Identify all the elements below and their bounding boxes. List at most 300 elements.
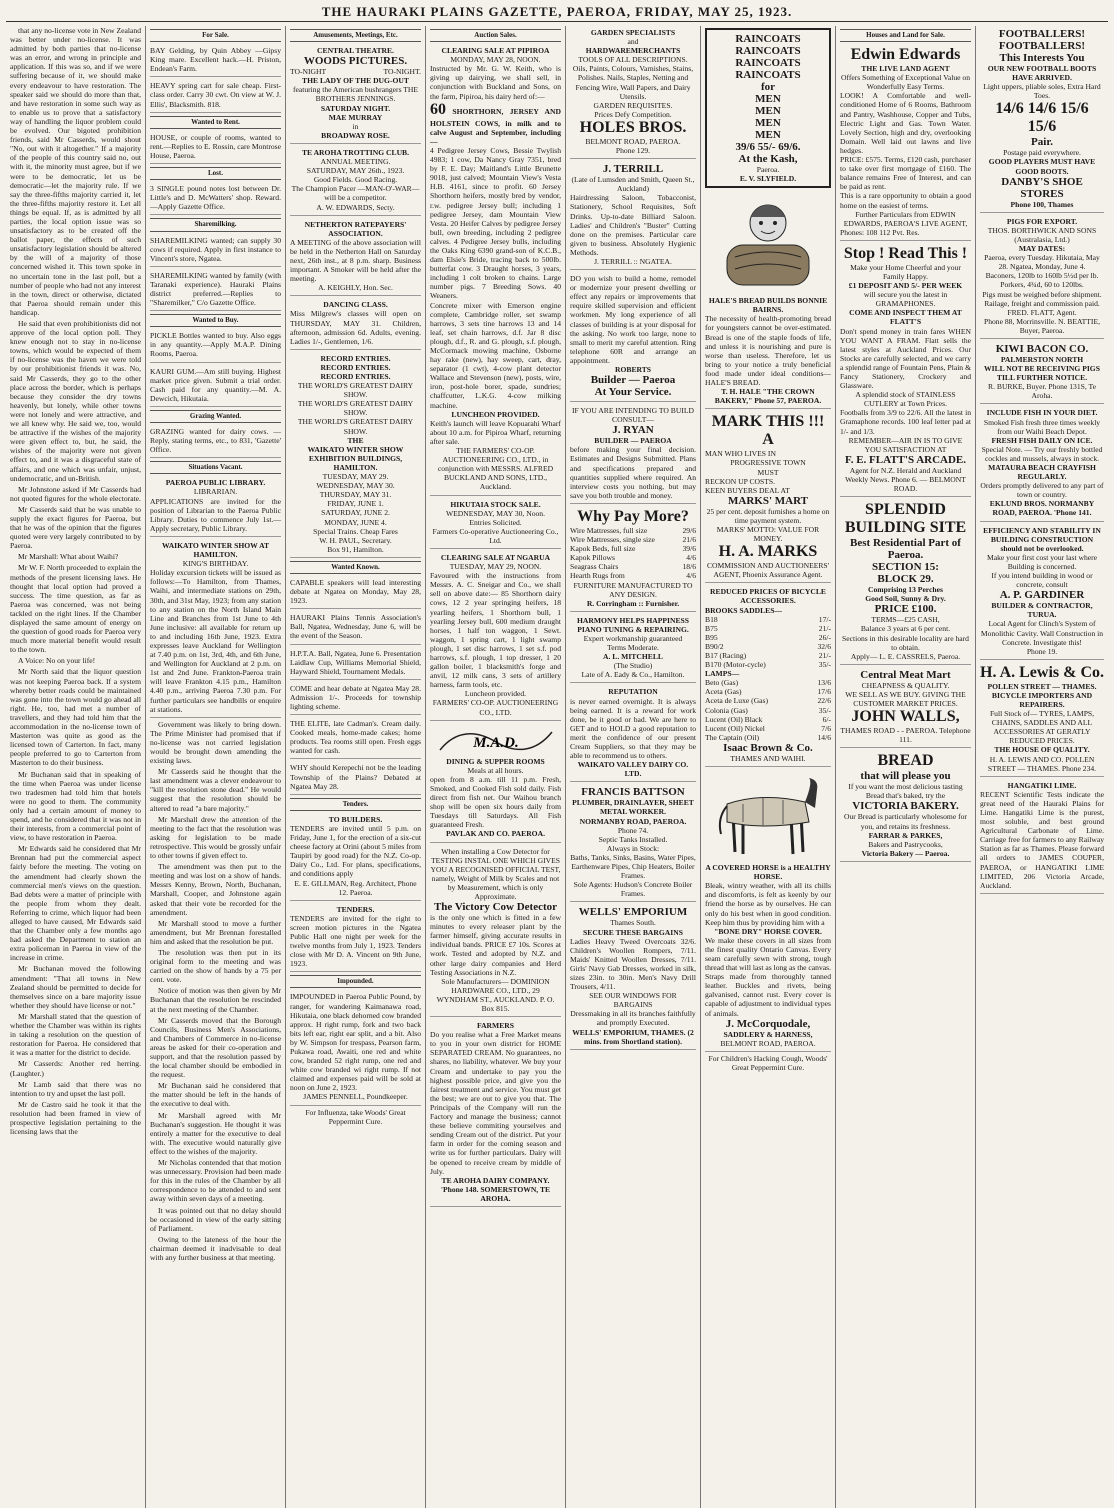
furniture-row-item: Hearth Rugs from [570,571,625,581]
battson-phone: Phone 74. [617,825,649,835]
letter-a: A [762,431,774,449]
section-heading-grazing: Grazing Wanted. [150,410,281,423]
in-word: in [352,121,359,131]
article-paragraph: Mr Casserds said that he was unable to supply the exact figures for Paeroa, but that he was of the opinion that the figures quoted were very largely contributed to by Paeroa. [10,504,141,551]
detector-intro: When installing a Cow Detector for TESTING INSTAL ONE WHICH GIVES YOU A RECOGNISED OFFICIAL TEST, namely, Weight of Milk by Scales and not by Measurement, which is only Approximate. [430,846,561,901]
ad-central-meat-mart [840,667,971,748]
dancing-title: DANCING CLASS. [323,300,388,310]
article-paragraph: Mr Nicholas contended that that motion was unnecessary. Provision had been made for this in the rules of the Chamber by all correspondence to be attended to and sent away within seven days of a meeting. [150,1158,281,1204]
article-paragraph: It was pointed out that no delay should be occasioned in view of the early sitting of Parliament. [150,1205,281,1233]
battson-name: FRANCIS BATTSON [581,786,685,799]
edwards-offers: Offers Something of Exceptional Value on Wonderfully Easy Terms. [841,73,970,92]
marks-deposit: 25 per cent. deposit furnishes a home on time payment system. [706,506,830,525]
ad-hikutaia-sale [430,498,561,549]
morrinsville: Phone 88, Morrinsville. N. BEATTIE, Buyer, Paeroa. [983,316,1100,335]
film-title-2: BROADWAY ROSE. [321,130,390,140]
terrill-body: Hairdressing Saloon, Tobacconist, Stationery, School Requisites, Soft Drinks. Up-to-date Billiard Saloon. Ladies' and Children's "Buster" Cutting done on the premises. Particular care given to business. Absolutely Hygienic Methods. [570,193,696,257]
ad-pickle-bottles: PICKLE Bottles wanted to buy. Also eggs in any quantity.—Apply M.A.P. Dining Rooms, Paeroa. [150,329,281,362]
saddle-row-price: 35/- [818,660,831,670]
ad-flatts-arcade [840,243,971,497]
saddle-row-item: B75 [705,623,718,633]
lamp-row-item: Colonia (Gas) [705,705,748,715]
site-apply: Apply— L. E. CASSRELS, Paeroa. [850,651,961,661]
saddle-row-price: 17/- [818,614,831,624]
saddle-row-item: B17 (Racing) [705,651,747,660]
saddle-row-item: B95 [705,632,718,642]
hangatiki-lime: HANGATIKI LIME. [1007,780,1077,790]
lewis-signature: H. A. LEWIS AND CO. POLLEN STREET — THAMES. Phone 234. [987,754,1097,773]
bread-title: BREAD [877,752,934,770]
furniture-row [570,571,696,580]
saddle-row [705,633,831,642]
columns [6,26,1108,1508]
ad-lost-notes: 3 SINGLE pound notes lost between Dr. Little's and D. McWatters' shop. Reward.—Apply Gazette Office. [150,182,281,215]
peppermint-cure-note: For Influenza, take Woods' Great Peppermint Cure. [305,1107,406,1126]
boot-prices: 14/6 14/6 15/6 15/6 [995,100,1089,136]
ad-building-site [840,499,971,665]
trotting-champion: The Champion Pacer —MAN-O'-WAR— will be a competitor. [291,184,420,203]
lamp-row-item: Lucent (Oil) Black [705,714,763,724]
horse-body: Bleak, wintry weather, with all its chills and discomforts, is felt as keenly by our friend the horse as by ourselves. He can only do his best when in good condition. Keep him thus by providing him with a [705,881,831,927]
ad-holes-bros [570,26,696,159]
hikutaia-date: WEDNESDAY, MAY 30, Noon. [445,508,545,518]
best-residential: Best Residential Part of Paeroa. [850,537,961,562]
site-sections: Sections in this desirable locality are hard to obtain. [842,633,969,652]
article-paragraph: He said that even prohibitionists did not approve of the local option poll. They knew enough not to stay in no-license towns, which would be expected of them if no-license was the haven we were told by our prohibitionist friends it was. No, said Mr Casserds, they go to the other place across the border, which is perhaps because they consider the dry towns heavenly, but lonely, while other towns were not lonely and were attractive, and we all knew why. He said we, too, would be attractive if the wishes of the majority were given effect to, but, he said, the wishes of the majority were not given effect to, and it was a disgraceful state of affairs, and one which was unfair, unjust, undemocratic, and un-British. [10,319,141,483]
section-heading-for-sale: For Sale. [150,29,281,42]
notice-kerepehi: WHY should Kerepechi not be the leading Township of the Plains? Debated at Ngatea May 28. [290,761,421,794]
show-day: THURSDAY, MAY 31. [319,490,392,500]
ad-marks-mart [705,411,831,583]
farmers-coop: THE FARMERS' CO-OP. AUCTIONEERING CO., LTD., in conjunction with MESSRS. ALFRED BUCKLAND AND SONS, LTD., Auckland. [437,446,554,492]
ad-eklund-fish [980,406,1104,521]
column-8-ads [976,26,1108,1508]
winter-show-title: WAIKATO WINTER SHOW EXHIBITION BUILDINGS, HAMILTON. [307,444,404,472]
stainless-cutlery: A splendid stock of STAINLESS CUTLERY at Town Prices. [855,390,956,409]
article-paragraph: A Voice: No on your life! [18,656,96,666]
article-paragraph: Mr Marshall agreed with Mr Buchanan's suggestion. He thought it was entirely a matter for the executive to deal with. The executive would naturally give effect to the wishes of the majority. [150,1110,281,1156]
ad-te-aroha-dairy [430,1019,561,1207]
wells-dressmaking: Dressmaking in all its branches faithfully and promptly Executed. [570,1009,696,1028]
greatest-2: THE WORLD'S GREATEST DAIRY SHOW. [297,399,414,418]
trotting-date: SATURDAY, MAY 26th., 1923. [306,166,405,176]
lamp-row [705,724,831,733]
danby-stores: DANBY'S SHOE STORES [1001,175,1083,200]
new-boots: OUR NEW FOOTBALL BOOTS HAVE ARRIVED. [987,64,1097,83]
men-line: MEN [755,105,781,117]
section-heading-impounded: Impounded. [290,975,421,988]
thames-and-waihi: THAMES AND WAIHI. [730,753,806,763]
battson-address: NORMANBY ROAD, PAEROA. [579,816,687,826]
ad-reputation [570,685,696,782]
saddle-row [705,624,831,633]
furniture-row-price: 29/6 [682,525,696,535]
raincoats-line: RAINCOATS [735,33,801,45]
ad-ryan [570,404,696,504]
harmony: HARMONY HELPS HAPPINESS [577,615,689,625]
include-fish: INCLUDE FISH IN YOUR DIET. [986,408,1098,418]
efficiency: EFFICIENCY AND STABILITY IN BUILDING CONSTRUCTION should not be overlooked. [983,525,1101,553]
marks-mart: MARKS' MART [728,494,808,507]
lamp-row-item: Lucent (Oil) Nickel [705,723,765,733]
furniture-row [570,535,696,544]
victoria-signature: Victoria Bakery — Paeroa. [861,848,950,858]
ad-waikato-dairy-show [290,352,421,558]
ad-impounded [290,990,421,1105]
dining-body: open from 8 a.m. till 11 p.m. Fresh, Smoked, and Cooked Fish sold daily. Fish direct from fish net. Our Waihou branch shop will be open six hours daily from Tuesdays till Saturdays. All Fish guaranteed Fresh. [430,774,561,830]
saturday-night: SATURDAY NIGHT. [320,103,391,113]
boot-features: Light uppers, pliable soles, Extra Hard Toes. [983,82,1101,101]
gardiner-local: Local Agent for Clinch's System of Monolithic Cavity. Wall Construction in Concrete. Investigate this! [980,619,1104,647]
ad-ha-lewis [980,662,1104,777]
lamp-row [705,706,831,715]
lamps-heading: LAMPS— [705,669,740,679]
raincoats-line: RAINCOATS [735,69,801,81]
ha-lewis: H. A. Lewis & Co. [980,663,1104,681]
dining-title: DINING & SUPPER ROOMS [446,756,545,766]
come-inspect: COME AND INSPECT THEM AT FLATT'S [849,308,962,327]
column-1-article [6,26,146,1508]
saddle-row-price: 32/6 [817,641,831,651]
launch-note: Keith's launch will leave Kopuarahi Wharf about 10 a.m. for Pipiroa Wharf, returning after sale. [430,418,561,446]
article-paragraph: that any no-license vote in New Zealand was better under no-license. It was admitted by both parties that no-license was an error, and wrong in principle and application. If this was so, and if we were suffering because of it, we should make every endeavour to have restoration. The speaker said we should do more than that, and have restoration in some such way as to enable us to prove that a satisfactory way of handling the liquor problem could be evolved. Our bigoted prohibition friends, said Mr Casserds, would shout "No, out with it altogether." If a majority of the people of this country said no, out with it, the minority must agree, but if we were to be democratic, let us be democratic—let the majority rule. If we say the three-fifths majority carried it, let the three-fifths majority restore it. Let all things be equal. If, as is admitted by all parties, the local option issue was so unsatisfactory as to be created off the ballot paper, the effects of such unsatisfactory legislation should be altered by the will of a majority of those concerned wished it. This town spoke in no uncertain tone in the last poll, but a number of people who had not any interest in the town, direct or otherwise, dictated that Paeroa should remain under this handicap. [10,26,141,317]
furniture-row-price: 18/6 [682,562,696,572]
victory-agents: Sole Manufacturers— DOMINION HARDWARE CO., LTD., 29 WYNDHAM ST., AUCKLAND. P. O. Box 815. [436,976,555,1013]
section-heading-amusements: Amusements, Meetings, Etc. [290,29,421,42]
lamp-row-price: 35/- [818,705,831,715]
farmers-body: Do you realise what a Free Market means to you in your own district for HOME SEPARATED CREAM. No guarantees, no shares, no liability, whatever. We buy your Cream and undertake to pay you the highest possible price, and give you the fairest treatment and service. You must get the best; we are out to give you that. The Principals of the Company will run the Factory and manage the business; cannot these believe commiting yourselves and sending Cream out of the district. Put your farm in order for the coming season and write us for further particulars. Dairy will be opened to receive cream by middle of July. [430,1030,561,1176]
furniture-row-item: Kapok Pillows [570,553,615,563]
make-first-cost: Make your first cost your last where Building is concerned. [986,552,1098,571]
wells-signature: WELLS' EMPORIUM, THAMES. (2 mins. from Shortland station). [572,1027,694,1046]
furniture-note: FURNITURE MANUFACTURED TO ANY DESIGN. [573,580,693,599]
lamp-row [705,687,831,696]
section-heading-situations: Situations Vacant. [150,461,281,474]
column-5-merchants [566,26,701,1508]
block-29: BLOCK 29. [877,573,934,586]
theatre-name: CENTRAL THEATRE. [317,46,394,56]
special-note: Special Note. — Try our freshly bottled cockles and mussels, always in stock. [981,444,1103,463]
mataura: MATAURA BEACH CRAYFISH REGULARLY. [988,463,1096,482]
roberts-name: ROBERTS [614,365,652,374]
notice-elite: THE ELITE, late Cadman's. Cream daily. Cooked meals, home-made cakes; home products. Tea rooms still open. Fresh eggs wanted for cash. [290,717,421,759]
article-paragraph: Mr Marshall stated that the question of whether the Chamber was within its rights in taking a resolution on the question of restoration for Paeroa. He considered that it was a matter for the district to decide. [10,1011,141,1058]
ad-central-theatre [290,44,421,144]
greatest-1: THE WORLD'S GREATEST DAIRY SHOW. [297,381,414,400]
article-paragraph: Mr Buchanan said that in speaking of the time when Paeroa was under license two tradesmen had told him that hotels were no good to them. The community only had a certain amount of money to spend, and he considered that it was not in their interests, from a commercial point of view, to have restoration in Paeroa. [10,769,141,843]
always-in-stock: Always in Stock: [606,843,660,853]
poundkeeper: JAMES PENNELL, Poundkeeper. [303,1092,408,1102]
star-name: MAE MURRAY [328,112,383,122]
section-15: SECTION 15: [872,561,939,574]
edwin-edwards: Edwin Edwards [850,46,961,64]
reduced-prices: REDUCED PRICES OF BICYCLE ACCESSORIES. [710,587,826,606]
mark-line: RECKON UP COSTS. [705,476,775,486]
footballers-2: FOOTBALLERS! [998,40,1086,52]
ryan-sub: BUILDER — PAEROA [594,436,672,446]
article-paragraph: Mr Johnstone asked if Mr Casserds had not quoted figures for the whole electorate. [10,484,141,503]
saddle-row [705,615,831,624]
saddle-row [705,642,831,651]
greatest-3: THE WORLD'S GREATEST DAIRY SHOW. [297,417,414,436]
house-of-quality: THE HOUSE OF QUALITY. [994,745,1090,755]
terrill-title: J. TERRILL [602,163,664,176]
orders: Orders promptly delivered to any part of town or country. [980,481,1104,500]
why-pay-more: Why Pay More? [577,507,689,525]
the-word: THE [347,435,364,445]
waikato-body: Holiday excursion tickets will be issued as follows:—To Hamilton, from Thames, Waihi, and intermediate stations on 29th, 30th, and 31st May, 1923; from any station to any station on the North Island Main Line and Branches from 1st June to 4th June inclusive: all available for return up to and including 16th June, 1923. Extra expresses leave Auckland for Wellington at 7.40 p.m. on 1st, 3rd, 4th, and 6th June, and Wellington for Auckland at 2 p.m. on 1st and 2nd June. Frankton-Paeroa train will leave Frankton 4.15 p.m., Hamilton 4.40 p.m., arriving Paeroa 7.30 p.m. For further particulars see handbills or enquire at stations. [150,568,281,714]
saddle-row-item: B18 [705,614,718,624]
article-paragraph: Mr Casserds said he thought that the last amendment was a clever endeavour to "kill the resolution stone dead." He would suggest that the resolution should be altered to read "a bare majority." [150,767,281,813]
holes-phone: Phone 129. [615,146,651,156]
impound-body: IMPOUNDED in Paeroa Public Pound, by ranger, for wandering Kaimanawa road, Hikutaia, one black dehorned cow branded approx. H right rump, fork and two back bits left ear, right ear split, and a bit. Also by W. Simpson for trespass, Pearson farm, Pukawa road, Awaiti, one red and white cow, branded 52 right rump, one red and white cow branded wi right rump. If not claimed and expenses paid will be sold at noon on June 2, 1923. [290,992,421,1093]
hikutaia-title: HIKUTAIA STOCK SALE. [450,499,541,509]
ad-to-builders [290,813,421,901]
article-paragraph: The resolution was then put in its original form to the meeting and was carried on the show of hands by a 75 per cent. vote. [150,947,281,985]
ad-victory-detector [430,845,561,1018]
article-paragraph: Mr Buchanan said he considered that the matter should be left in the hands of the executive to deal with. [150,1081,281,1109]
bone-dry: "BONE DRY" HORSE COVER. [714,926,822,936]
saddle-row-price: 21/- [818,623,831,633]
raincoats-line: RAINCOATS [735,57,801,69]
battson-sub: PLUMBER, DRAINLAYER, SHEET METAL WORKER. [572,798,694,817]
flatt-deposit: £1 DEPOSIT AND 5/- PER WEEK [848,281,963,291]
peppermint-cure-note-2: For Children's Hacking Cough, Woods' Great Peppermint Cure. [708,1053,828,1072]
mad-logo-icon [436,728,556,754]
wells-body: Ladies Heavy Tweed Overcoats 32/6. Children's Woollen Rompers, 7/11. Maids' Knitted Woollen Dresses, 7/11. Girls' Navy Gab Dresses, worked in silk, sizes 23in. to 30in. Men's Navy Drill Trousers, 4/11. [570,936,696,992]
mccorq-address: BELMONT ROAD, PAEROA. [720,1038,816,1048]
furniture-row-price: 4/6 [686,553,696,563]
ad-mitchell-piano [570,614,696,684]
saddlery: SADDLERY & HARNESS, [723,1029,813,1039]
ad-waikato-excursion [150,539,281,718]
bicycle-importers: BICYCLE IMPORTERS AND REPAIRERS. [991,690,1093,709]
john-walls: JOHN WALLS, [851,708,960,726]
raincoats-line: RAINCOATS [735,45,801,57]
entries-solicited: Entries Solicited. [469,517,522,527]
article-paragraph: Notice of motion was then given by Mr Buchanan that the resolution be rescinded at the next meeting of the Chamber. [150,986,281,1014]
trotting-good: Good Fields. Good Racing. [313,175,398,185]
ngarua-signature: FARMERS' CO-OP. AUCTIONEERING CO., LTD. [432,698,559,717]
furniture-row-item: Wire Mattresses, single size [570,535,655,545]
expert-workmanship: Expert workmanship guaranteed [583,633,683,643]
terrill-sub: (Late of Lumsden and Smith, Queen St., Auckland) [571,175,695,194]
furniture-row-price: 21/6 [682,535,696,545]
ryan-question: IF YOU ARE INTENDING TO BUILD CONSULT— [572,406,694,425]
ngarua-title: CLEARING SALE AT NGARUA [440,552,551,562]
pipiroa-stock-list: 4 Pedigree Jersey Cows, Bessie Twylish 4983; 1 cow, Da Nancy Gray 7351, bred by F. E. Day; Maitland's Little Brunette 9018, just calved; Mountain View's Vesta H.B. 4161, since to profit. 60 Jersey Shorthorn heifers, mostly bred by vendor, r.w. pedigree Jersey bull; including 1 pedigree Jersey, dam Mountain View Vesta. 20 Heifer Calves by pedigree Jersey bull, own breeding, including 2 pedigree calves. 4 Pedigree Jersey bulls, including the Oaks King 6390 grand-son of K.C.B., dam Elsie's Bride, tracing back to 500lb. butterfat cow. 3 Draught horses, 3 years, including 1 colt broken to chains. Large number pigs. 7 Breeding Sows. 40 Weaners. [430,145,561,301]
ngarua-date: TUESDAY, MAY 29, NOON. [449,562,542,572]
flatt-footballs: Footballs from 3/9 to 22/6. All the latest in Gramaphone records. 100 leaf letter pad at 1/- and 1/3. [840,408,971,436]
hale-title: HALE'S BREAD BUILDS BONNIE BAIRNS. [708,296,828,315]
lamp-row-item: The Captain (Oil) [705,732,759,742]
men-line: MEN [755,117,781,129]
waikato-valley-dairy: WAIKATO VALLEY DAIRY CO. LTD. [577,760,689,779]
library-title: PAEROA PUBLIC LIBRARY. [165,478,266,488]
waikato-title: WAIKATO WINTER SHOW AT HAMILTON. [161,540,270,560]
dancing-body: Miss Milgrew's classes will open on THURSDAY, MAY 31. Children, afternoon, admission 6d. Adults, evening. Ladies 1/-, Gentlemen, 1/6. [290,309,421,346]
lamp-row [705,696,831,705]
smoked-fish: Smoked Fish fresh three times weekly from our Waihi Beach Depot. [983,417,1101,436]
film-subtitle-1: featuring the American bushrangers THE BROTHERS JENNINGS. [292,85,419,104]
roberts-body: DO you wish to build a home, remodel or modernize your present dwelling or effect any repairs or improvements that require skilled supervision and efficient workmen. My long experience of all classes of building is at your disposal for the asking. No work too large, none to small to merit my careful attention. Ring telephone 60R and arrange an appointment. [570,274,696,365]
horse-body-2: We make these covers in all sizes from the finest quality Ontario Canvas. Every seam carefully sewn with strong, tough thread that will last as long as the canvas. Straps made from thoroughly tanned leather. Buckles and rivets, being galvanised, cannot rust. Every cover is capable of adjustment to individual types of animals. [705,935,831,1018]
wells-see: SEE OUR WINDOWS FOR BARGAINS [589,991,677,1010]
tonight-row [290,67,421,76]
victory-body: is the only one which is fitted in a few minutes to every releaser plant by the farmer himself, giving accurate results in individual bands. PRICE £7 10s. Scores at work. Tested and adopted by N.Z. and other large dairy companies and Herd Testing Associations in N.Z. [430,913,561,977]
mark-this: MARK THIS !!! [711,413,825,431]
show-day: SATURDAY, JUNE 2. [321,508,390,518]
stop-read-this: Stop ! Read This ! [843,244,968,262]
pigs-export: PIGS FOR EXPORT. [1006,216,1078,226]
full-stock: Full Stock of— TYRES, LAMPS, CHAINS, SADDLES AND ALL ACCESSORIES AT GERATLY REDUCED PRICES. [989,709,1095,746]
tools: TOOLS OF ALL DESCRIPTIONS. [578,55,688,65]
ad-house-wanted: HOUSE, or couple of rooms, wanted to rent.—Replies to E. Rossin, care Montrose House, Paeroa. [150,131,281,164]
pig-freight: Pigs must be weighed before shipment. Railage, freight and commission paid. FRED. FLATT, Agent. [982,289,1102,317]
stock-list: Baths, Tanks, Sinks, Basins, Water Pipes, Earthenware Pipes, Chip Heaters, Boiler Frames. [570,852,696,881]
bread-body-2: Our Bread is particularly wholesome for you, and retains its freshness. [844,812,967,831]
marks-motto: MARKS' MOTTO: VALUE FOR MONEY. [716,524,820,544]
price-100: PRICE £100. [874,603,937,616]
mad-logo-text: M.A.D. [472,734,519,751]
pipiroa-date: MONDAY, MAY 28, NOON. [450,55,541,65]
furniture-row-item: Seagrass Chairs [570,562,619,572]
sole-agents: Sole Agents: Hudson's Concrete Boiler Frames. [573,880,693,899]
may-dates-body: Paeroa, every Tuesday. Hikutaia, May 28. Ngatea, Monday, June 4. [984,253,1100,272]
brooks-saddles: BROOKS SADDLES— [705,605,783,615]
reputation-body: is never earned overnight. It is always being earned. It is a reward for work done, be it good or bad. We are here to GET and to HOLD a good reputation to merit the confidence of our present Cream Suppliers, so that they may be able to recommend us to others. [570,696,696,761]
article-paragraph: Mr North said that the liquor question was not keeping Paeroa back. If a system whereby better roads could be maintained was gone into the town would go ahead all right. He, too, had met a number of travellers, and they had told him that the accommodation in the no-license town of Masterton was quite as good as the licensed town of Carterton. In fact, many people preferred to go to Carterton from Masterton to do their business. [10,667,141,768]
borthwick: THOS. BORTHWICK AND SONS (Australasia, Ltd.) [987,225,1097,244]
pipiroa-title: CLEARING SALE AT PIPIROA [441,46,550,56]
isaac-brown: Isaac Brown & Co. [723,741,813,754]
dining-meals: Meals at all hours. [467,765,524,775]
gardiner: A. P. GARDINER [999,589,1085,602]
column-6-ads [701,26,836,1508]
builders-signature: E. E. GILLMAN, Reg. Architect, Phone 12. Paeroa. [294,878,417,897]
show-day: WEDNESDAY, MAY 30. [316,481,395,491]
ad-terrill [570,161,696,270]
edwards-further: Further Particulars from EDWIN EDWARDS, PAEROA'S LIVE AGENT, [843,209,968,228]
column-2-classifieds [146,26,286,1508]
pair: Pair. [1031,136,1053,149]
trotting-title: TE AROHA TROTTING CLUB. [301,147,410,157]
show-secretary: W. H. PAUL, Secretary. [319,535,392,545]
ad-mad-dining [430,723,561,843]
ryan-body: before making your final decision. Estimates and Designs Submitted. Plans and specifications prepared and quantities supplied where required. An interview costs you nothing, but may save you both trouble and money. [570,445,696,500]
ad-horse-cover [705,769,831,1052]
section-heading-wanted-known: Wanted Known. [290,561,421,574]
oils-paints: Oils, Paints, Colours, Varnishes, Stains, Polishes. Nails, Staples, Netting and Fencing Wire, Wall Papers, and Dairy Utensils. [572,64,694,101]
furniture-row [570,553,696,562]
ad-edwin-edwards [840,44,971,241]
child-with-loaf-illustration-icon [713,197,823,293]
article-paragraph: The amendment was then put to the meeting and was lost on a show of hands. Messrs Kenny, Brown, North, Buchanan, Marshall, Cooper, and Johnstone again asked that their vote be recorded for the amendment. [150,862,281,917]
furniture-row [570,526,696,535]
article-paragraph: Mr Marshall drew the attention of the meeting to the fact that the resolution was asking for legislation to be made retrospective. This would be grossly unfair to other towns if given effect to. [150,814,281,861]
gramophones: will secure you the latest in GRAMAPHONES. [863,290,948,309]
meat-sell: WE SELL AS WE BUY. GIVING THE CUSTOMER MARKET PRICES. [845,689,966,708]
ad-pipiroa-sale [430,44,561,495]
ngarua-body: Favoured with the instructions from Messrs. A. C. Sneigar and Co., we shall sell on above date:— 85 Shorthorn dairy cows, 12 2 year springing heifers, 18 yearling heifers, 1 Shorthorn bull, 1 yearling Jersey bull, 600 medium draught horses, 1 half ton waggon, 1 Sewt. waggon, 1 spring cart, 1 light swamp plough, 1 set disc harrows, 1 set s.f. pod harrows, s.f. plough, 1 top dresser, 1 20 gallon boiler, 1 blacksmith's forge and anvil, 12 milk cans, 3 sets of artillery harness, farm tools, etc. [430,571,561,690]
flatt-body: Don't spend money in train fares WHEN YOU WANT A FRAM. Flatt sells the latest styles at Auckland Prices. Our Stocks are carefully selected, and we carry a splendid range of Fountain Pens, Plain & Fancy Stationery, Crockery and Glassware. [840,326,971,391]
ad-raincoats [705,28,831,188]
furniture-row-price: 4/6 [686,571,696,581]
mark-line: MAN WHO LIVES IN [705,449,776,459]
tonight-right: TO-NIGHT. [383,67,421,77]
walls-address: THAMES ROAD - - PAEROA. Telephone 111. [840,726,971,745]
show-day: MONDAY, JUNE 4. [324,517,387,527]
sixty-cows-text: SHORTHORN, JERSEY AND HOLSTEIN COWS, in milk and to calve August and September, including— [430,106,561,146]
may-dates: MAY DATES: [1018,244,1066,254]
ad-ngarua-sale [430,551,561,721]
interests-you: This Interests You [999,52,1085,64]
lamp-row-price: 6/- [822,714,831,724]
article-paragraph: Mr Marshall: What about Waihi? [18,552,119,562]
lamp-row [705,715,831,724]
te-aroha-dairy: TE AROHA DAIRY COMPANY. 'Phone 148. SOMERSTOWN, TE AROHA. [440,1175,551,1203]
article-paragraph: Mr Edwards said he considered that Mr Brennan had put the commercial aspect fairly before the meeting. The voting on the amendment had clearly shown the commercial men's views on the question. Bad debts were a matter of principle with the people from whom they dealt. Referring to crime, which liquor had been alleged to have caused, Mr Edwards said that the Chamber only a few months ago had asked the Department to station an extra policeman in Paeroa in view of the increase in crime. [10,844,141,963]
lamp-row-item: Aceta (Gas) [705,687,742,697]
show-box: Box 91, Hamilton. [327,544,384,554]
netherton-body: A MEETING of the above association will be held in the Netherton Hall on Saturday next, 26th inst., at 8 p.m. sharp. Business important. A Smoker will be held after the meeting. [290,237,421,284]
show-day: TUESDAY, MAY 29. [322,472,389,482]
netherton-title: NETHERTON RATEPAYERS' ASSOCIATION. [304,219,407,238]
record-entries-2: RECORD ENTRIES. [320,362,391,372]
gardiner-sub: BUILDER & CONTRACTOR, TURUA. [991,601,1093,620]
masthead: THE HAURAKI PLAINS GAZETTE, PAEROA, FRIDAY, MAY 25, 1923. [6,4,1108,22]
section-heading-tenders: Tenders. [290,798,421,811]
stop-body: Make your Home Cheerful and your Family Happy. [850,262,961,281]
show-day: FRIDAY, JUNE 1. [327,499,384,509]
central-meat-mart: Central Meat Mart [860,668,951,681]
pipiroa-intro: Instructed by Mr. G. W. Keith, who is giving up dairying, we shall sell, in conjunction with Buckland and Sons, on the farm, Pipiroa, his dairy herd of:— [430,64,561,101]
article-body [10,26,141,1136]
ryan-name: J. RYAN [612,424,654,437]
ad-netherton [290,218,421,297]
mitchell-studio: (The Studio) [613,661,653,671]
ad-dancing-class [290,298,421,349]
garden-specialists: GARDEN SPECIALISTS [590,28,676,37]
farmers-heading: FARMERS [477,1021,514,1031]
roberts-builder: Builder — Paeroa [590,374,676,387]
piano-tuning: PIANO TUNING & REPAIRING. [577,624,689,634]
victory-title: The Victory Cow Detector [433,901,558,914]
sixty-cows: 60 [430,100,446,118]
slyfield: E. V. SLYFIELD. [739,174,797,184]
burke: R. BURKE, Buyer. Phone 131S, Te Aroha. [988,382,1096,401]
article-paragraph: Mr W. F. North proceeded to explain the methods of the present licensing laws. He thought that local option had proved a success. The time question, as far as Paeroa was concerned, was not being tackled on the right lines. If the Chamber displayed the same amount of energy on the question of good roads for Paeroa very much more material benefit would result to the town. [10,563,141,655]
furniture-price-list [570,526,696,581]
section-heading-lost: Lost. [150,167,281,180]
saddle-row-item: B90/2 [705,641,724,651]
builders-title: TO BUILDERS. [328,814,383,824]
footballers-1: FOOTBALLERS! [998,28,1086,40]
ad-hangatiki-lime [980,779,1104,894]
live-land-agent: THE LIVE LAND AGENT [861,64,950,74]
baconers: Baconers, 120lb to 160lb 5½d per lb. Porkers, 4¾d, 60 to 120lbs. [985,271,1099,290]
flatt-arcade: F. E. FLATT'S ARCADE. [844,453,967,466]
saddle-row-price: 26/- [818,632,831,642]
covered-horse-illustration-icon [713,774,823,860]
bakers-pastrycooks: Bakers and Pastrycooks, [868,839,943,849]
men-line: MEN [755,93,781,105]
good-players: GOOD PLAYERS MUST HAVE GOOD BOOTS. [988,157,1096,176]
pavlak: PAVLAK AND CO. PAEROA. [446,829,545,839]
wells-title: WELLS' EMPORIUM [578,906,688,919]
reputation-title: REPUTATION [608,687,658,697]
ad-roberts [570,272,696,402]
